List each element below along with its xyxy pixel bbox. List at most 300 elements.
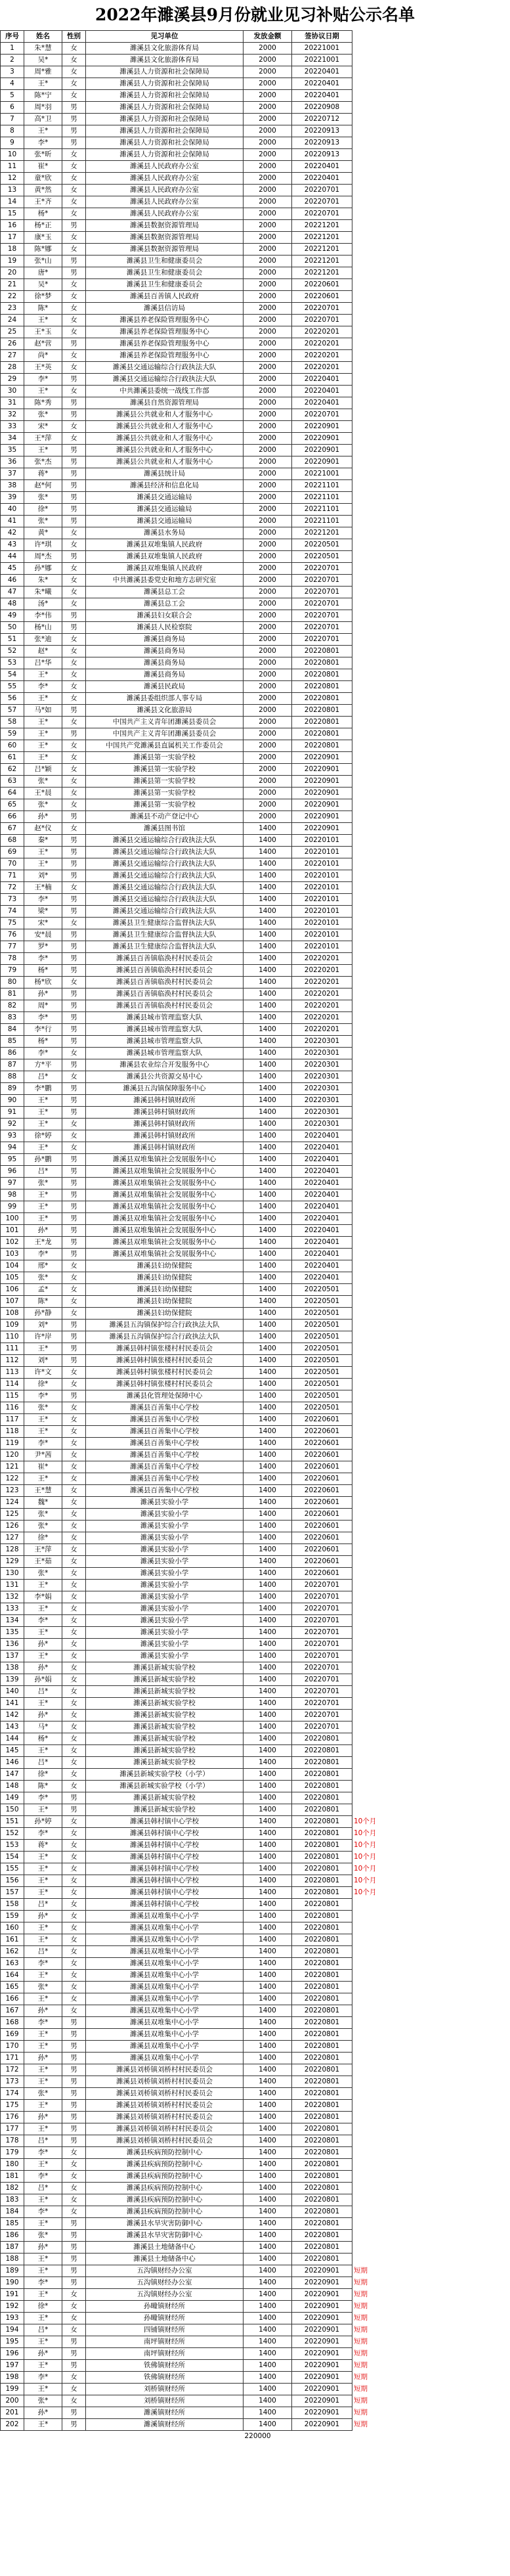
cell-name: 孙*娟 [24, 1674, 62, 1686]
cell-name: 孙* [24, 1911, 62, 1922]
cell-seq: 164 [1, 1970, 24, 1982]
cell-seq: 4 [1, 78, 24, 90]
cell-name: 张* [24, 1568, 62, 1580]
table-row [1, 894, 478, 906]
cell-unit: 濉溪县交通运输综合行政执法大队 [86, 847, 244, 858]
cell-amount: 2000 [244, 315, 292, 326]
cell-name: 许*琪 [24, 539, 62, 551]
cell-seq: 202 [1, 2419, 24, 2431]
cell-gender: 男 [62, 1343, 86, 1355]
table-row [1, 1993, 478, 2005]
cell-gender: 女 [62, 539, 86, 551]
cell-seq: 120 [1, 1450, 24, 1461]
cell-seq: 58 [1, 717, 24, 728]
cell-date: 20220601 [292, 1414, 352, 1426]
cell-unit: 濉溪县百善集中心学校 [86, 1402, 244, 1414]
cell-unit: 濉溪县实验小学 [86, 1651, 244, 1662]
cell-seq: 95 [1, 1154, 24, 1166]
cell-seq: 69 [1, 847, 24, 858]
cell-gender: 女 [62, 1414, 86, 1426]
cell-name: 孙* [24, 988, 62, 1000]
cell-amount: 2000 [244, 374, 292, 386]
cell-date: 20220801 [292, 1875, 352, 1887]
cell-name: 陈*娜 [24, 244, 62, 255]
table-row [1, 2301, 478, 2313]
cell-date: 20220601 [292, 1450, 352, 1461]
cell-date: 20220801 [292, 2159, 352, 2171]
cell-note: 10个月 [354, 1888, 377, 1896]
cell-unit: 濉溪县百善集中心学校 [86, 1438, 244, 1450]
cell-unit: 濉溪县五沟镇保护综合行政执法大队 [86, 1320, 244, 1331]
cell-seq: 55 [1, 681, 24, 693]
cell-note [352, 858, 478, 870]
table-row [1, 279, 478, 291]
cell-date: 20220601 [292, 1544, 352, 1556]
cell-name: 孙* [24, 2112, 62, 2123]
table-row [1, 1201, 478, 1213]
cell-name: 吕* [24, 1166, 62, 1178]
cell-amount: 1400 [244, 2313, 292, 2324]
cell-unit: 濉溪县刘桥镇刘桥村村民委员会 [86, 2123, 244, 2135]
cell-note [352, 1532, 478, 1544]
cell-amount: 1400 [244, 870, 292, 882]
cell-gender: 男 [62, 2041, 86, 2053]
cell-note [352, 646, 478, 657]
header-amount: 发放金额 [244, 31, 292, 43]
cell-unit: 濉溪县卫生健康综合监督执法大队 [86, 929, 244, 941]
cell-date: 20220401 [292, 66, 352, 78]
table-row [1, 2053, 478, 2064]
table-row [1, 669, 478, 681]
cell-note [352, 1438, 478, 1450]
table-row [1, 598, 478, 610]
cell-seq: 134 [1, 1615, 24, 1627]
cell-seq: 119 [1, 1438, 24, 1450]
cell-name: 张* [24, 2395, 62, 2407]
cell-unit: 濉溪县图书馆 [86, 823, 244, 835]
cell-seq: 143 [1, 1721, 24, 1733]
cell-name: 李* [24, 2277, 62, 2289]
cell-note [352, 2230, 478, 2242]
cell-amount: 2000 [244, 279, 292, 291]
cell-date: 20220101 [292, 882, 352, 894]
cell-gender: 女 [62, 1733, 86, 1745]
cell-date: 20220901 [292, 433, 352, 445]
cell-note [352, 1627, 478, 1639]
cell-amount: 1400 [244, 906, 292, 918]
cell-name: 张* [24, 492, 62, 504]
cell-name: 王* [24, 1473, 62, 1485]
table-row [1, 149, 478, 161]
cell-amount: 2000 [244, 551, 292, 563]
cell-date: 20220601 [292, 1497, 352, 1509]
table-row [1, 752, 478, 764]
table-row [1, 2147, 478, 2159]
cell-gender: 女 [62, 1142, 86, 1154]
cell-gender: 男 [62, 2017, 86, 2029]
cell-seq: 129 [1, 1556, 24, 1568]
cell-date: 20220301 [292, 1107, 352, 1119]
cell-unit: 濉溪县韩村镇中心学校 [86, 1852, 244, 1863]
table-row [1, 847, 478, 858]
table-row [1, 1509, 478, 1521]
table-row [1, 646, 478, 657]
cell-unit: 濉溪县百善镇临涣村村民委员会 [86, 965, 244, 977]
cell-unit: 濉溪县百善镇临涣村村民委员会 [86, 988, 244, 1000]
cell-unit: 濉溪县公共就业和人才服务中心 [86, 421, 244, 433]
cell-gender: 女 [62, 788, 86, 799]
cell-date: 20220701 [292, 598, 352, 610]
cell-name: 王* [24, 1934, 62, 1946]
cell-note [352, 681, 478, 693]
cell-gender: 男 [62, 894, 86, 906]
table-row [1, 173, 478, 185]
table-row [1, 1556, 478, 1568]
cell-note: 短期 [354, 2302, 368, 2310]
cell-date: 20220901 [292, 2384, 352, 2395]
cell-name: 张* [24, 1272, 62, 1284]
cell-date: 20220801 [292, 1863, 352, 1875]
cell-note [352, 1521, 478, 1532]
cell-seq: 123 [1, 1485, 24, 1497]
cell-note [352, 669, 478, 681]
cell-amount: 2000 [244, 173, 292, 185]
cell-date: 20220801 [292, 693, 352, 705]
cell-name: 吕* [24, 2183, 62, 2194]
cell-note [352, 1166, 478, 1178]
cell-gender: 男 [62, 2360, 86, 2372]
table-row [1, 1189, 478, 1201]
cell-note: 10个月 [354, 1829, 377, 1837]
cell-date: 20220701 [292, 1603, 352, 1615]
cell-unit: 濉溪县商务局 [86, 646, 244, 657]
cell-name: 王*萍 [24, 433, 62, 445]
cell-name: 王* [24, 728, 62, 740]
cell-amount: 1400 [244, 1355, 292, 1367]
table-row [1, 1769, 478, 1781]
cell-unit: 濉溪县养老保险管理服务中心 [86, 326, 244, 338]
cell-date: 20220601 [292, 1521, 352, 1532]
cell-unit: 濉溪县新城实验学校（小学） [86, 1781, 244, 1792]
cell-note [352, 386, 478, 397]
cell-date: 20220401 [292, 1130, 352, 1142]
table-row [1, 326, 478, 338]
cell-date: 20221201 [292, 244, 352, 255]
cell-gender: 女 [62, 1899, 86, 1911]
cell-amount: 2000 [244, 657, 292, 669]
cell-seq: 62 [1, 764, 24, 776]
cell-seq: 158 [1, 1899, 24, 1911]
cell-unit: 濉溪县交通运输局 [86, 516, 244, 527]
cell-amount: 1400 [244, 1142, 292, 1154]
cell-unit: 濉溪县双堆集中心小学 [86, 2017, 244, 2029]
cell-seq: 72 [1, 882, 24, 894]
cell-note [352, 504, 478, 516]
cell-gender: 女 [62, 799, 86, 811]
cell-unit: 濉溪县文化旅游局 [86, 705, 244, 717]
cell-gender: 女 [62, 2324, 86, 2336]
cell-gender: 男 [62, 2336, 86, 2348]
cell-note [352, 185, 478, 196]
cell-seq: 84 [1, 1024, 24, 1036]
cell-unit: 濉溪县总工会 [86, 598, 244, 610]
cell-date: 20220401 [292, 1213, 352, 1225]
cell-note [352, 1249, 478, 1260]
cell-date: 20221001 [292, 43, 352, 55]
cell-date: 20220701 [292, 622, 352, 634]
cell-seq: 13 [1, 185, 24, 196]
cell-gender: 男 [62, 114, 86, 125]
table-row [1, 1272, 478, 1284]
cell-seq: 10 [1, 149, 24, 161]
cell-name: 尚* [24, 350, 62, 362]
cell-amount: 1400 [244, 1544, 292, 1556]
cell-date: 20220701 [292, 1721, 352, 1733]
cell-name: 王*玉 [24, 326, 62, 338]
cell-gender: 女 [62, 2005, 86, 2017]
cell-note: 短期 [354, 2409, 368, 2416]
cell-name: 李* [24, 1048, 62, 1059]
cell-name: 高*卫 [24, 114, 62, 125]
cell-note [352, 1473, 478, 1485]
cell-seq: 94 [1, 1142, 24, 1154]
cell-note [352, 1154, 478, 1166]
cell-gender: 女 [62, 2206, 86, 2218]
cell-name: 王* [24, 2360, 62, 2372]
cell-name: 赵*营 [24, 338, 62, 350]
cell-gender: 女 [62, 421, 86, 433]
cell-note [352, 1639, 478, 1651]
cell-note [352, 1544, 478, 1556]
cell-gender: 男 [62, 1390, 86, 1402]
cell-seq: 182 [1, 2183, 24, 2194]
cell-date: 20220101 [292, 858, 352, 870]
cell-name: 吕* [24, 1686, 62, 1698]
cell-note [352, 988, 478, 1000]
cell-seq: 191 [1, 2289, 24, 2301]
cell-date: 20220801 [292, 2053, 352, 2064]
cell-gender: 女 [62, 1911, 86, 1922]
cell-note [352, 1745, 478, 1757]
cell-seq: 78 [1, 953, 24, 965]
cell-seq: 109 [1, 1320, 24, 1331]
cell-name: 王* [24, 1745, 62, 1757]
cell-note [352, 2242, 478, 2254]
cell-amount: 2000 [244, 468, 292, 480]
cell-amount: 1400 [244, 1875, 292, 1887]
cell-seq: 126 [1, 1521, 24, 1532]
cell-name: 孙* [24, 2005, 62, 2017]
cell-seq: 50 [1, 622, 24, 634]
cell-amount: 1400 [244, 1769, 292, 1781]
cell-name: 方*平 [24, 1059, 62, 1071]
table-row [1, 66, 478, 78]
table-row [1, 2135, 478, 2147]
cell-date: 20220801 [292, 2123, 352, 2135]
cell-amount: 1400 [244, 1993, 292, 2005]
table-row [1, 2336, 478, 2348]
cell-gender: 男 [62, 2123, 86, 2135]
cell-unit: 濉溪县人力资源和社会保障局 [86, 78, 244, 90]
cell-gender: 女 [62, 1568, 86, 1580]
cell-amount: 1400 [244, 1048, 292, 1059]
cell-name: 吴* [24, 55, 62, 66]
cell-unit: 濉溪县城市管理监察大队 [86, 1048, 244, 1059]
table-row [1, 2171, 478, 2183]
cell-date: 20220801 [292, 1911, 352, 1922]
table-row [1, 1627, 478, 1639]
table-row [1, 1568, 478, 1580]
cell-unit: 濉溪县百善集中心学校 [86, 1461, 244, 1473]
cell-gender: 男 [62, 267, 86, 279]
table-row [1, 161, 478, 173]
cell-name: 王* [24, 2265, 62, 2277]
cell-gender: 女 [62, 1272, 86, 1284]
cell-amount: 1400 [244, 1627, 292, 1639]
cell-date: 20220801 [292, 2171, 352, 2183]
cell-gender: 男 [62, 2242, 86, 2254]
cell-unit: 铁佛镇财经所 [86, 2360, 244, 2372]
table-row [1, 220, 478, 232]
cell-seq: 115 [1, 1390, 24, 1402]
cell-date: 20220601 [292, 1568, 352, 1580]
table-row [1, 575, 478, 587]
cell-seq: 186 [1, 2230, 24, 2242]
cell-amount: 2000 [244, 433, 292, 445]
cell-amount: 1400 [244, 2301, 292, 2313]
cell-gender: 女 [62, 1816, 86, 1828]
cell-seq: 17 [1, 232, 24, 244]
cell-amount: 1400 [244, 2265, 292, 2277]
cell-gender: 女 [62, 1473, 86, 1485]
cell-name: 王* [24, 1863, 62, 1875]
cell-date: 20220301 [292, 1036, 352, 1048]
table-row [1, 1379, 478, 1390]
cell-unit: 中共濉溪县委统一战线工作部 [86, 386, 244, 397]
cell-amount: 1400 [244, 882, 292, 894]
cell-name: 张*迪 [24, 634, 62, 646]
cell-seq: 71 [1, 870, 24, 882]
cell-gender: 女 [62, 66, 86, 78]
table-row [1, 835, 478, 847]
cell-name: 王* [24, 125, 62, 137]
cell-amount: 2000 [244, 326, 292, 338]
cell-name: 孙* [24, 2053, 62, 2064]
cell-amount: 1400 [244, 1450, 292, 1461]
cell-name: 王* [24, 2041, 62, 2053]
cell-gender: 女 [62, 196, 86, 208]
cell-unit: 濉溪县双堆集镇社会发展服务中心 [86, 1166, 244, 1178]
cell-date: 20220501 [292, 539, 352, 551]
cell-date: 20220601 [292, 279, 352, 291]
cell-date: 20220501 [292, 1284, 352, 1296]
cell-amount: 1400 [244, 1260, 292, 1272]
table-row [1, 2265, 478, 2277]
cell-date: 20220901 [292, 2324, 352, 2336]
cell-seq: 14 [1, 196, 24, 208]
cell-amount: 1400 [244, 941, 292, 953]
cell-unit: 濉溪县韩村镇张楼村村民委员会 [86, 1379, 244, 1390]
cell-note [352, 374, 478, 386]
cell-unit: 濉溪县百善镇人民政府 [86, 291, 244, 303]
cell-gender: 女 [62, 634, 86, 646]
cell-note: 短期 [354, 2314, 368, 2322]
cell-unit: 濉溪县妇女联合会 [86, 610, 244, 622]
cell-unit: 濉溪县百善镇临涣村村民委员会 [86, 977, 244, 988]
cell-amount: 1400 [244, 1485, 292, 1497]
cell-amount: 2000 [244, 575, 292, 587]
cell-date: 20220801 [292, 2230, 352, 2242]
table-row [1, 1662, 478, 1674]
cell-note: 10个月 [354, 1817, 377, 1825]
table-row [1, 456, 478, 468]
cell-name: 李* [24, 2206, 62, 2218]
cell-unit: 濉溪县双堆集中心小学 [86, 1993, 244, 2005]
cell-unit: 濉溪县双堆集镇社会发展服务中心 [86, 1213, 244, 1225]
cell-date: 20220801 [292, 1922, 352, 1934]
cell-gender: 男 [62, 2230, 86, 2242]
cell-seq: 68 [1, 835, 24, 847]
cell-gender: 男 [62, 2100, 86, 2112]
cell-seq: 23 [1, 303, 24, 315]
cell-date: 20220801 [292, 2147, 352, 2159]
cell-note [352, 125, 478, 137]
cell-date: 20220801 [292, 1733, 352, 1745]
table-row [1, 1745, 478, 1757]
cell-date: 20221201 [292, 267, 352, 279]
cell-date: 20220201 [292, 1024, 352, 1036]
table-row [1, 137, 478, 149]
cell-note [352, 1698, 478, 1710]
cell-seq: 181 [1, 2171, 24, 2183]
cell-note [352, 173, 478, 185]
cell-unit: 濉溪县双堆集中心小学 [86, 1982, 244, 1993]
cell-seq: 174 [1, 2088, 24, 2100]
cell-name: 李* [24, 374, 62, 386]
cell-note [352, 1048, 478, 1059]
cell-gender: 女 [62, 575, 86, 587]
table-row [1, 2123, 478, 2135]
cell-name: 孟* [24, 1284, 62, 1296]
cell-unit: 濉溪县交通运输综合行政执法大队 [86, 894, 244, 906]
cell-date: 20220501 [292, 1402, 352, 1414]
cell-gender: 女 [62, 1367, 86, 1379]
cell-note [352, 657, 478, 669]
table-row [1, 1071, 478, 1083]
cell-seq: 9 [1, 137, 24, 149]
cell-note [352, 728, 478, 740]
cell-name: 张*山 [24, 255, 62, 267]
cell-gender: 男 [62, 397, 86, 409]
table-row [1, 291, 478, 303]
cell-seq: 44 [1, 551, 24, 563]
cell-name: 李*鹏 [24, 1083, 62, 1095]
cell-gender: 男 [62, 1178, 86, 1189]
cell-name: 王* [24, 1189, 62, 1201]
cell-gender: 男 [62, 1107, 86, 1119]
cell-note [352, 1414, 478, 1426]
cell-note [352, 705, 478, 717]
table-row [1, 527, 478, 539]
cell-seq: 172 [1, 2064, 24, 2076]
table-row [1, 1934, 478, 1946]
cell-note [352, 1993, 478, 2005]
cell-seq: 125 [1, 1509, 24, 1521]
cell-unit: 濉溪县双堆集镇社会发展服务中心 [86, 1178, 244, 1189]
cell-amount: 1400 [244, 1568, 292, 1580]
cell-gender: 女 [62, 657, 86, 669]
table-row [1, 1875, 478, 1887]
